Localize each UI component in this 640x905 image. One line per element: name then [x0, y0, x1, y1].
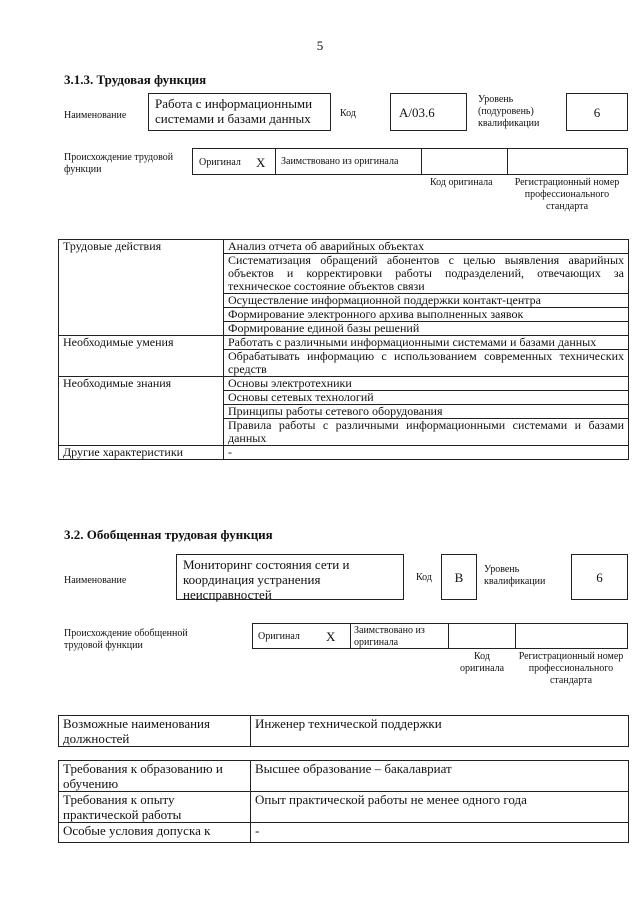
reg-number-label: Регистрационный номер профессионального стандарта	[514, 177, 620, 212]
positions-value: Инженер технической поддержки	[251, 716, 629, 747]
other-label: Другие характеристики	[59, 446, 224, 460]
original-label: Оригинал	[199, 157, 241, 168]
work-function-table	[58, 239, 629, 460]
section-heading: 3.1.3. Трудовая функция	[64, 72, 207, 87]
level-label: Уровень квалификации	[484, 564, 546, 587]
code-value: B	[441, 554, 477, 600]
reg-number-label: Регистрационный номер профессионального стандарта	[518, 651, 624, 686]
level-value: 6	[566, 93, 628, 131]
skill-item: Обрабатывать информацию с использованием современных технических средств	[224, 350, 629, 377]
origin-row	[252, 623, 628, 649]
code-label: Код	[340, 108, 356, 119]
knowledge-item: Правила работы с различными информационными системами и базами данных	[224, 419, 629, 446]
original-mark: X	[326, 629, 336, 644]
education-label: Требования к образованию и обучению	[59, 761, 251, 792]
code-original-label: Код оригинала	[430, 177, 493, 188]
code-original-label: Код оригинала	[459, 651, 505, 674]
knowledge-item: Принципы работы сетевого оборудования	[224, 405, 629, 419]
knowledge-label: Необходимые знания	[59, 377, 224, 446]
action-item: Систематизация обращений абонентов с целью выявления аварийных объектов и корректировки работы подразделений, отвечающих за техническое состояние объектов связи	[224, 254, 629, 294]
name-value: Мониторинг состояния сети и координация устранения неисправностей	[176, 554, 404, 600]
positions-table	[58, 715, 629, 747]
actions-label: Трудовые действия	[59, 240, 224, 336]
origin-row	[192, 148, 628, 175]
name-value: Работа с информационными системами и базами данных	[148, 93, 331, 131]
origin-label: Происхождение обобщенной трудовой функции	[64, 628, 188, 651]
borrowed-label: Заимствовано из оригинала	[354, 625, 425, 648]
requirements-table	[58, 760, 629, 843]
code-value: A/03.6	[390, 93, 467, 131]
borrowed-label: Заимствовано из оригинала	[281, 156, 399, 167]
skill-item: Работать с различными информационными системами и базами данных	[224, 336, 629, 350]
action-item: Анализ отчета об аварийных объектах	[224, 240, 629, 254]
name-label: Наименование	[64, 575, 127, 586]
page-number: 5	[316, 38, 324, 53]
skills-label: Необходимые умения	[59, 336, 224, 377]
other-value: -	[224, 446, 629, 460]
original-mark: X	[256, 155, 266, 170]
special-label: Особые условия допуска к	[59, 823, 251, 843]
experience-value: Опыт практической работы не менее одного года	[251, 792, 629, 823]
original-label: Оригинал	[258, 631, 300, 642]
knowledge-item: Основы электротехники	[224, 377, 629, 391]
code-label: Код	[416, 572, 432, 583]
experience-label: Требования к опыту практической работы	[59, 792, 251, 823]
level-value: 6	[571, 554, 628, 600]
knowledge-item: Основы сетевых технологий	[224, 391, 629, 405]
level-label: Уровень (подуровень) квалификации	[478, 94, 540, 129]
section-heading: 3.2. Обобщенная трудовая функция	[64, 527, 273, 542]
education-value: Высшее образование – бакалавриат	[251, 761, 629, 792]
action-item: Осуществление информационной поддержки контакт-центра	[224, 294, 629, 308]
special-value: -	[251, 823, 629, 843]
name-label: Наименование	[64, 110, 127, 121]
positions-label: Возможные наименования должностей	[59, 716, 251, 747]
action-item: Формирование единой базы решений	[224, 322, 629, 336]
action-item: Формирование электронного архива выполненных заявок	[224, 308, 629, 322]
origin-label: Происхождение трудовой функции	[64, 152, 174, 175]
